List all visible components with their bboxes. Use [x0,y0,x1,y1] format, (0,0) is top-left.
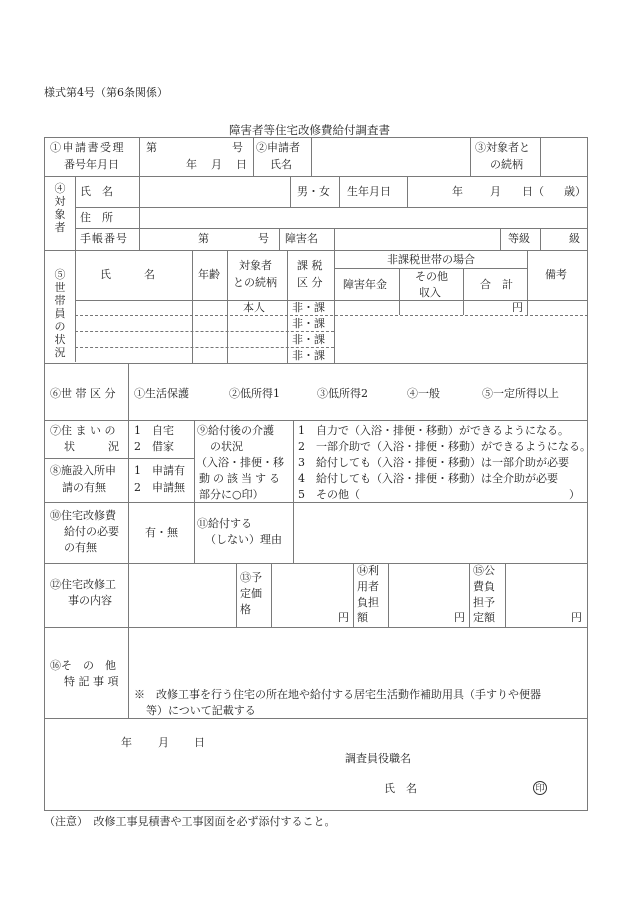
divider [469,563,470,627]
receipt-year: 年 [186,158,197,171]
gender-select[interactable]: 男・女 [297,185,330,198]
sign-month: 月 [158,736,169,749]
work-content-field[interactable] [129,564,235,626]
care-option-5[interactable]: 5 その他（ [298,488,360,501]
need-label-2: 給付の必要 [64,525,119,538]
category-option-2[interactable]: ②低所得1 [229,387,280,400]
divider [290,176,291,207]
divider [139,137,140,176]
special-notes-hint-2: 等）について記載する [146,704,256,717]
receipt-label: ①申請書受理 [50,141,125,154]
receipt-no-suffix: 号 [232,141,243,154]
residence-option-2[interactable]: 2 借家 [134,440,174,453]
row1-relation: 本人 [243,301,265,314]
address-field[interactable] [140,208,586,227]
col-tax: 課 税 [297,259,323,272]
care-label-3: （入浴・排便・移 [196,456,284,469]
divider [353,563,354,627]
user-burden-label-2: 用者 [357,580,379,593]
applicant-label: ②申請者 [256,141,300,154]
row1-tax-select[interactable]: 非・課 [292,301,325,314]
divider [540,228,541,250]
divider [271,563,272,627]
divider [527,250,528,315]
reason-label: ⑪給付する [197,517,252,530]
need-select[interactable]: 有・無 [145,526,178,539]
col-pension: 障害年金 [343,278,387,291]
form-title: 障害者等住宅改修費給付調査書 [229,123,390,137]
investigator-name-label: 氏 名 [384,782,417,795]
residence-label-2: 状 況 [64,440,119,453]
row4-tax-select[interactable]: 非・課 [292,349,325,362]
care-label-4: 動の該当する [199,472,283,485]
col-tax-2: 区 分 [297,276,323,289]
special-notes-label-2: 特 記 事 項 [64,675,119,688]
public-burden-label-4: 定額 [473,611,495,624]
form-number: 様式第4号（第6条関係） [44,86,168,99]
category-option-5[interactable]: ⑤一定所得以上 [482,387,559,400]
care-option-2[interactable]: 2 一部介助で（入浴・排便・移動）ができるようになる。 [298,440,591,453]
divider [44,250,588,251]
residence-option-1[interactable]: 1 自宅 [134,424,174,437]
facility-option-1[interactable]: 1 申請有 [134,464,185,477]
divider [399,268,400,315]
col-remarks: 備考 [545,268,567,281]
facility-label: ⑧施設入所申 [50,464,116,477]
divider [44,176,588,177]
special-notes-label: ⑯そ の 他 [50,659,116,672]
birth-day-age: 日（ [522,185,544,198]
care-option-4[interactable]: 4 給付しても（入浴・排便・移動）は全介助が必要 [298,472,558,485]
handbook-label: 手帳番号 [80,232,128,245]
divider [194,420,195,563]
divider [75,176,76,362]
investigator-position-label: 調査員役職名 [345,752,411,765]
applicant-name-field[interactable] [312,138,469,175]
applicant-label-2: 氏名 [270,158,292,171]
user-burden-label-4: 額 [357,611,368,624]
care-option-3[interactable]: 3 給付しても（入浴・排便・移動）は一部介助が必要 [298,456,569,469]
col-age: 年齢 [198,268,220,281]
grade-suffix: 級 [569,232,580,245]
address-label: 住 所 [80,211,113,224]
price-label-3: 格 [240,603,251,616]
receipt-label-2: 番号年月日 [64,158,119,171]
dotted-divider [75,347,334,348]
category-option-4[interactable]: ④一般 [407,387,440,400]
residence-label: ⑦住 ま い の [50,424,116,437]
category-option-1[interactable]: ①生活保護 [134,387,189,400]
row2-tax-select[interactable]: 非・課 [292,317,325,330]
divider [505,563,506,627]
col-name: 氏 名 [100,268,155,281]
price-label-2: 定価 [240,587,262,600]
divider [279,228,280,250]
relation-label: ③対象者と [475,141,530,154]
user-burden-label-1: ⑭利 [357,564,379,577]
disability-label: 障害名 [285,232,318,245]
public-burden-label-3: 担予 [473,596,495,609]
investigator-position-field[interactable] [420,748,570,768]
relation-label-2: の続柄 [490,158,523,171]
divider [44,363,588,364]
care-label-2: の状況 [210,440,243,453]
price-label-1: ⑬予 [240,571,262,584]
category-label: ⑥世 帯 区 分 [50,387,116,400]
divider [44,420,588,421]
col-nontax-group: 非課税世帯の場合 [387,253,475,266]
divider [339,176,340,207]
divider [463,268,464,315]
category-option-3[interactable]: ③低所得2 [317,387,368,400]
divider [470,137,471,176]
facility-label-2: 請の有無 [62,481,106,494]
col-relation: 対象者 [239,259,272,272]
investigator-name-field[interactable] [420,778,520,798]
receipt-day: 日 [236,158,247,171]
care-label-5: 部分に○印） [199,488,264,501]
work-label-2: 事の内容 [68,594,112,607]
col-other-2: 収入 [419,286,441,299]
age-suffix: 歳） [564,185,586,198]
divider [44,563,588,564]
reason-field[interactable] [294,503,586,562]
facility-option-2[interactable]: 2 申請無 [134,481,185,494]
seal-icon: 印 [533,781,547,795]
divider [334,250,335,363]
birth-month: 月 [490,185,501,198]
public-burden-label-1: ⑮公 [473,564,495,577]
sign-day: 日 [194,736,205,749]
special-notes-field[interactable] [129,628,586,684]
col-total: 合 計 [480,278,513,291]
dotted-divider [75,315,588,316]
birthdate-label: 生年月日 [347,185,391,198]
sign-year: 年 [121,736,132,749]
public-burden-label-2: 費負 [473,580,495,593]
relation-field[interactable] [541,138,586,175]
dotted-divider [75,331,334,332]
birth-year: 年 [452,185,463,198]
household-label: ⑤世帯員の状況 [54,268,66,359]
subject-label: ④対象者 [54,182,66,234]
special-notes-hint: ※ 改修工事を行う住宅の所在地や給付する居宅生活動作補助用具（手すりや便器 [134,688,541,701]
need-label-1: ⑩住宅改修費 [50,509,116,522]
care-option-5-close: ） [569,488,580,501]
receipt-no-prefix: 第 [146,141,157,154]
divider [388,563,389,627]
divider [75,228,588,229]
footnote: （注意） 改修工事見積書や工事図面を必ず添付すること。 [44,815,336,828]
divider [236,563,237,627]
receipt-month: 月 [211,158,222,171]
public-burden-unit: 円 [571,611,582,624]
divider [44,458,194,459]
need-label-3: の有無 [64,541,97,554]
work-label: ⑫住宅改修工 [50,578,116,591]
user-burden-label-3: 負担 [357,596,379,609]
price-unit: 円 [338,611,349,624]
divider [407,176,408,207]
divider [253,137,254,176]
disability-field[interactable] [335,229,499,249]
divider [44,718,588,719]
user-burden-unit: 円 [454,611,465,624]
col-relation-2: との続柄 [233,276,277,289]
care-label-1: ⑨給付後の介護 [197,424,274,437]
reason-label-2: （しない）理由 [205,533,282,546]
divider [334,268,527,269]
row1-total-unit: 円 [512,301,523,314]
row3-tax-select[interactable]: 非・課 [292,333,325,346]
care-option-1[interactable]: 1 自力で（入浴・排便・移動）ができるようになる。 [298,424,569,437]
handbook-suffix: 号 [258,232,269,245]
col-other: その他 [415,270,448,283]
divider [500,228,501,250]
grade-label: 等級 [508,232,530,245]
handbook-prefix: 第 [198,232,209,245]
name-label: 氏 名 [80,185,113,198]
subject-name-field[interactable] [140,177,289,206]
